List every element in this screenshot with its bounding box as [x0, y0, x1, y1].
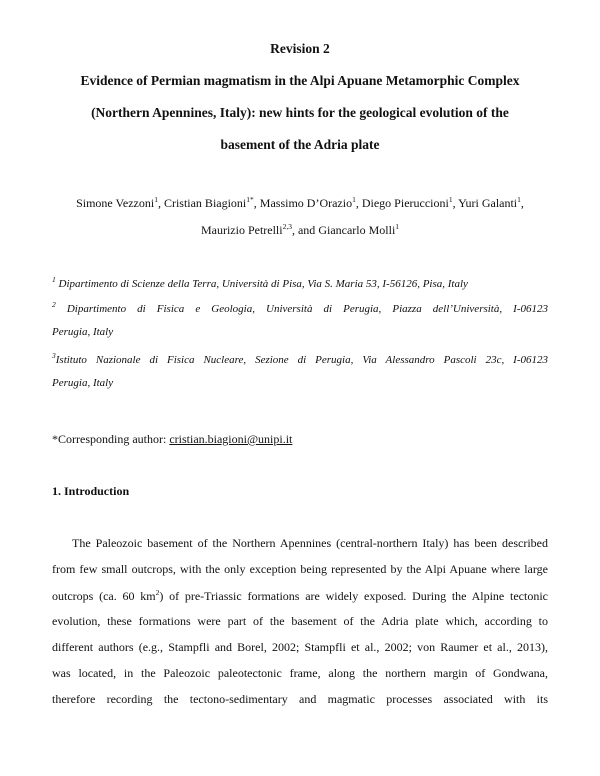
- body-line-4: evolution, these formations were part of the basement of the Adria plate which, according to: [52, 614, 548, 628]
- author-list-line-2: Maurizio Petrelli$^{2,3}$, and Giancarlo Molli$^1$: [200, 222, 400, 237]
- body-line-6: was located, in the Paleozoic paleotectonic frame, along the northern margin of Gondwana,: [52, 666, 548, 680]
- body-line-2: from few small outcrops, with the only exception being represented by the Alpi Apuane where large: [52, 562, 548, 576]
- title-line-2: (Northern Apennines, Italy): new hints for the geological evolution of the: [91, 105, 509, 120]
- email-link[interactable]: cristian.biagioni@unipi.it: [169, 432, 293, 446]
- corresponding-author: *Corresponding author: cristian.biagioni@unipi.it: [52, 432, 293, 446]
- affiliation-3-cont: Perugia, Italy: [52, 377, 114, 389]
- author-name: Diego Pieruccioni: [361, 196, 449, 210]
- affiliation-2-cont: Perugia, Italy: [52, 326, 114, 338]
- body-line-1: The Paleozoic basement of the Northern Apennines (central-northern Italy) has been described: [72, 536, 548, 550]
- revision-label: Revision 2: [270, 41, 330, 56]
- section-heading: 1. Introduction: [52, 484, 130, 498]
- affiliation-3: $^3$Istituto Nazionale di Fisica Nucleare, Sezione di Perugia, Via Alessandro Pascoli 23c, I-06123: [52, 351, 548, 366]
- author-name: Simone Vezzoni: [76, 196, 155, 210]
- author-list-line-1: Simone Vezzoni$^1$, Cristian Biagioni$^{1*}$, Massimo D’Orazio$^1$, Diego Pieruccioni$^1$, Yuri Galanti$^1$,: [76, 195, 524, 210]
- author-name: Yuri Galanti: [458, 196, 518, 210]
- author-name: Giancarlo Molli: [318, 223, 396, 237]
- author-name: Maurizio Petrelli: [200, 223, 283, 237]
- affiliation-1: $^1$ Dipartimento di Scienze della Terra, Università di Pisa, Via S. Maria 53, I-56126, Pisa, Italy: [52, 275, 468, 290]
- author-name: Cristian Biagioni: [163, 196, 247, 210]
- title-line-3: basement of the Adria plate: [220, 137, 380, 152]
- title-line-1: Evidence of Permian magmatism in the Alpi Apuane Metamorphic Complex: [80, 73, 520, 88]
- author-name: Massimo D’Orazio: [259, 196, 353, 210]
- body-line-3: outcrops (ca. 60 $km^2$) of pre-Triassic formations are widely exposed. During the Alpine tectonic: [52, 588, 548, 603]
- body-line-7: therefore recording the tectono-sedimentary and magmatic processes associated with its: [52, 692, 548, 706]
- affiliation-2: $^2$ Dipartimento di Fisica e Geologia, Università di Perugia, Piazza dell’Università, I-06123: [52, 300, 548, 315]
- body-line-5: different authors (e.g., Stampfli and Borel, 2002; Stampfli et al., 2002; von Raumer et al., 2013),: [52, 640, 548, 654]
